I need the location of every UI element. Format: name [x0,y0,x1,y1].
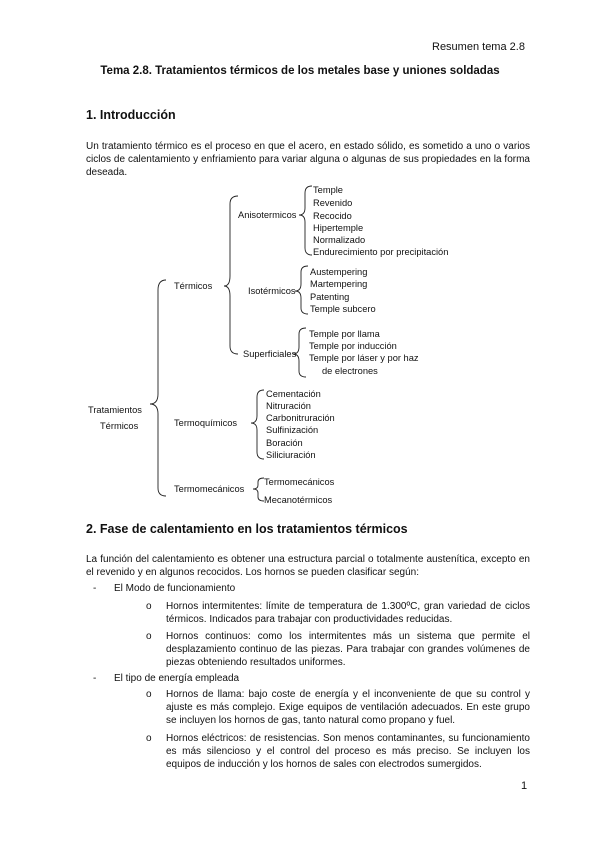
iso-item: Martempering [310,279,368,289]
dash-bullet: - [93,583,97,594]
termoquimicos-label: Termoquímicos [174,418,238,428]
iso-item: Temple subcero [310,304,376,314]
sup-item: Temple por inducción [309,341,397,351]
termoquimicos-item: Sulfinización [266,425,319,435]
anisotermicos-label: Anisotermicos [238,210,297,220]
isotermicos-label: Isotérmicos [248,286,296,296]
list-item: Hornos continuos: como los intermitentes más un sistema que permite el desplazamiento continuo de las piezas. Para trabajar con grandes volúmenes de piezas obteniendo resultados uniformes. [166,631,530,668]
group-1-label: El Modo de funcionamiento [114,583,236,594]
circle-bullet: o [146,689,152,700]
termoquimicos-item: Siliciuración [266,450,316,460]
sup-item: Temple por llama [309,329,380,339]
termomecanicos-label: Termomecánicos [174,484,245,494]
termoquimicos-bracket [251,390,264,459]
sup-item: Temple por láser y por haz [309,353,419,363]
page-title: Tema 2.8. Tratamientos térmicos de los metales base y uniones soldadas [100,65,500,77]
circle-bullet: o [146,631,152,642]
aniso-item: Normalizado [313,235,366,245]
section-1-heading: 1. Introducción [86,108,176,122]
root-label-line1: Tratamientos [88,405,142,415]
section-2-heading: 2. Fase de calentamiento en los tratamientos térmicos [86,522,408,536]
circle-bullet: o [146,733,152,744]
running-header: Resumen tema 2.8 [432,41,525,53]
termomecanicos-bracket [253,478,264,501]
aniso-item: Temple [313,185,343,195]
page-number: 1 [521,780,528,792]
superficiales-label: Superficiales [243,349,297,359]
termoquimicos-item: Carbonitruración [266,413,335,423]
iso-item: Patenting [310,292,350,302]
intro-paragraph: Un tratamiento térmico es el proceso en que el acero, en estado sólido, es sometido a uno o varios ciclos de calentamiento y enfriamiento para variar alguna o algunas de sus propiedades en la forma deseada. [86,141,530,178]
termicos-bracket [224,196,238,354]
circle-bullet: o [146,601,152,612]
section-2-intro: La función del calentamiento es obtener una estructura parcial o totalmente austenítica, excepto en el revenido y en algunos recocidos. Los hornos se pueden clasificar según: [86,554,530,578]
iso-item: Austempering [310,267,368,277]
termomecanicos-item: Mecanotérmicos [264,495,333,505]
list-item: Hornos eléctricos: de resistencias. Son menos contaminantes, su funcionamiento es más silencioso y el control del proceso es más preciso. Se incluyen los equipos de inducción y los hornos de sales con electrodos sumergidos. [166,733,530,770]
aniso-bracket [299,186,312,255]
aniso-item: Recocido [313,211,352,221]
termoquimicos-item: Boración [266,438,303,448]
sup-item: de electrones [322,366,378,376]
list-item: Hornos intermitentes: límite de temperatura de 1.300ºC, gran variedad de ciclos térmicos. Indicados para trabajar con productividades reducidas. [166,601,530,625]
dash-bullet: - [93,673,97,684]
termicos-label: Térmicos [174,281,213,291]
list-item: Hornos de llama: bajo coste de energía y el inconveniente de que su control y ajuste es más complejo. Exige equipos de ventilación adecuados. En este grupo se incluyen los hornos de gas, tanto natural como propano y fuel. [166,689,530,726]
root-bracket [150,280,166,496]
termoquimicos-item: Cementación [266,389,321,399]
group-2-label: El tipo de energía empleada [114,673,240,684]
root-label-line2: Térmicos [100,421,139,431]
iso-bracket [295,266,308,314]
aniso-item: Hipertemple [313,223,364,233]
termoquimicos-item: Nitruración [266,401,311,411]
termomecanicos-item: Termomecánicos [264,477,335,487]
aniso-item: Endurecimiento por precipitación [313,247,449,257]
aniso-item: Revenido [313,198,353,208]
